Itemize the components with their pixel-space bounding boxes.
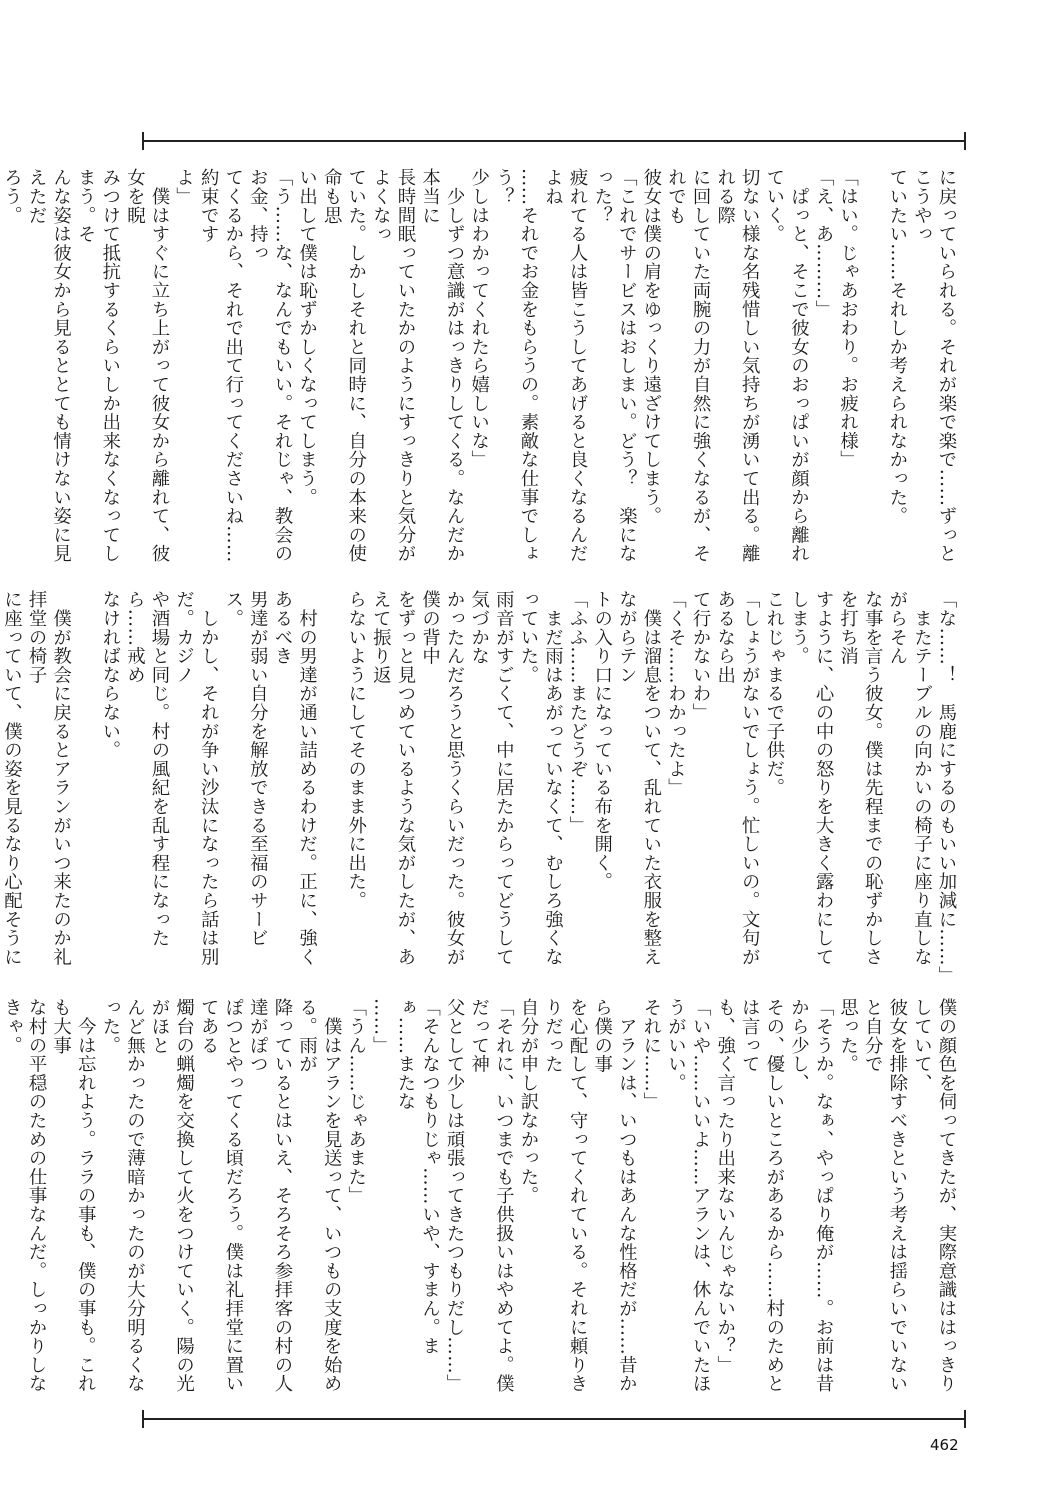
text-line: 燭台の蝋燭を交換して火をつけていく。陽の光がほと	[149, 998, 195, 1393]
text-line: 思った。	[837, 998, 859, 1074]
text-line: 「これでサービスはおしまい。どう？ 楽になった？	[591, 168, 638, 563]
text-line: またテーブルの向かいの椅子に座り直しながらそん	[886, 590, 933, 966]
text-line: も、強く言ったり出来ないんじゃないか？」	[714, 998, 736, 1374]
text-line: て行かないわ」	[690, 590, 712, 722]
text-line: 「くそ……わかったよ」	[665, 590, 687, 797]
text-line: 「はい。じゃあおわり。お疲れ様」	[837, 168, 859, 469]
text-line: すように、心の中の怒りを大きく露わにしてしまう。	[788, 590, 835, 966]
text-line: 「それに、いつまでも子供扱いはやめてよ。僕だって神	[468, 998, 515, 1393]
text-line: 長時間眠っていたかのようにすっきりと気分がよくなっ	[370, 168, 416, 563]
text-line: 少しはわかってくれたら嬉しいな」	[468, 168, 490, 469]
text-line: んな姿は彼女から見るととても情けない姿に見えただ	[26, 168, 72, 563]
text-line: ……それでお金をもらうの。素敵な仕事でしょう？	[493, 168, 539, 563]
text-line: い出して僕は恥ずかしくなってしまう。	[296, 168, 318, 507]
text-line: 「う……な、なんでもいい。それじゃ、教会のお金、持っ	[247, 168, 293, 563]
text-line: てくるから、それで出て行ってくださいね……約束です	[198, 168, 244, 563]
text-line: ていた。しかしそれと同時に、自分の本来の使命も思	[321, 168, 367, 563]
text-line: んど無かったので薄暗かったのが大分明るくなった。	[99, 998, 146, 1393]
text-line: 切ない様な名残惜しい気持ちが湧いて出る。離れる際	[714, 168, 761, 563]
text-line: に座っていて、僕の姿を見るなり心配そうに	[1, 590, 23, 966]
text-line: に戻っていられる。それが楽で楽で……ずっとこうやっ	[911, 168, 957, 563]
text-line: トの入り口になっている布を開く。	[591, 590, 613, 891]
text-line: な村の平穏のための仕事なんだ。しっかりしなきゃ。	[1, 998, 48, 1393]
text-line	[860, 168, 885, 578]
text-line: 「しょうがないでしょう。忙しいの。文句があるなら出	[714, 590, 761, 966]
text-line	[73, 590, 98, 980]
top-rule	[142, 140, 966, 142]
text-line: 父として少しは頑張ってきたつもりだし……」	[444, 998, 466, 1393]
text-line: 男達が弱い自分を解放できる至福のサービス。	[222, 590, 269, 948]
text-line: まだ雨はあがっていなくて、むしろ強くなっていた。	[517, 590, 564, 966]
text-line: これじゃまるで子供だ。	[763, 590, 785, 797]
text-block-bottom	[1, 998, 958, 1398]
text-line: 少しずつ意識がはっきりしてくる。なんだか本当に	[419, 168, 466, 563]
text-line: よ」	[173, 168, 195, 206]
text-line: しかし、それが争い沙汰になったら話は別だ。カジノ	[173, 590, 220, 966]
text-line: その、優しいところがあるから……村のためとは言って	[739, 998, 785, 1393]
text-line: 「いや……いいよ……アランは、休んでいたほうがいい。	[665, 998, 712, 1393]
text-line: を心配して、守ってくれている。それに頼りきりだった	[542, 998, 589, 1393]
text-line: なければならない。	[99, 590, 121, 760]
text-line: 僕は溜息をついて、乱れていた衣服を整えながらテン	[616, 590, 662, 966]
text-line: 「ふふ……またどうぞ……」	[567, 590, 589, 835]
text-line: 降っているとはいえ、そろそろ参拝客の村の人達がぽつ	[247, 998, 293, 1393]
text-line: 「な……！ 馬鹿にするのもいい加減に……」	[936, 590, 957, 985]
page-number: 462	[930, 1436, 959, 1454]
text-line: 「そんなつもりじゃ……いや、すまん。まぁ……またな	[394, 998, 441, 1356]
text-line: 今は忘れよう。ララの事も、僕の事も。これも大事	[50, 998, 97, 1393]
text-line: かったんだろうと思うくらいだった。彼女が僕の背中	[419, 590, 466, 966]
text-line: ていたい……それしか考えられなかった。	[886, 168, 908, 526]
text-line: 彼女を排除すべきという考えは揺らいでいないと自分で	[862, 998, 908, 1393]
text-line: 「うん……じゃあまた」	[345, 998, 367, 1205]
text-line: に回していた両腕の力が自然に強くなるが、それでも	[665, 168, 712, 563]
bottom-rule	[142, 1418, 966, 1420]
text-block-middle	[1, 590, 958, 985]
text-line: ……」	[370, 998, 392, 1055]
text-line: な事を言う彼女。僕は先程までの恥ずかしさを打ち消	[837, 590, 884, 966]
text-line: らないようにしてそのまま外に出た。	[345, 590, 367, 910]
text-line: ぱっと、そこで彼女のおっぱいが顔から離れていく。	[763, 168, 810, 563]
text-line: みつけて抵抗するくらいしか出来なくなってしまう。そ	[75, 168, 121, 563]
text-line: 「え、あ………」	[813, 168, 835, 319]
text-line: 僕の顔色を伺ってきたが、実際意識ははっきりしていて、	[911, 998, 957, 1393]
text-line: ろう。	[1, 168, 23, 225]
text-line: ぽつとやってくる頃だろう。僕は礼拝堂に置いてある	[198, 998, 244, 1393]
text-line: 「そうか。なぁ、やっぱり俺が……。お前は昔から少し、	[788, 998, 835, 1393]
text-line: 僕はすぐに立ち上がって彼女から離れて、彼女を睨	[124, 168, 170, 563]
text-line: 自分が申し訳なかった。	[517, 998, 539, 1205]
text-line: 彼女は僕の肩をゆっくり遠ざけてしまう。	[640, 168, 662, 526]
text-line: それに……」	[640, 998, 662, 1111]
text-line: 僕が教会に戻るとアランがいつ来たのか礼拝堂の椅子	[26, 590, 72, 966]
text-line: 村の男達が通い詰めるわけだ。正に、強くあるべき	[271, 590, 318, 966]
text-line: アランは、いつもはあんな性格だが……昔から僕の事	[591, 998, 638, 1393]
text-line: をずっと見つめているような気がしたが、あえて振り返	[370, 590, 416, 966]
text-line: や酒場と同じ。村の風紀を乱す程になったら……戒め	[124, 590, 170, 948]
text-line: 雨音がすごくて、中に居たからってどうして気づかな	[468, 590, 515, 966]
text-block-top	[1, 168, 958, 578]
text-line	[319, 590, 344, 980]
text-line: 僕はアランを見送って、いつもの支度を始める。雨が	[296, 998, 343, 1393]
text-line: 疲れてる人は皆こうしてあげると良くなるんだよね	[542, 168, 589, 563]
